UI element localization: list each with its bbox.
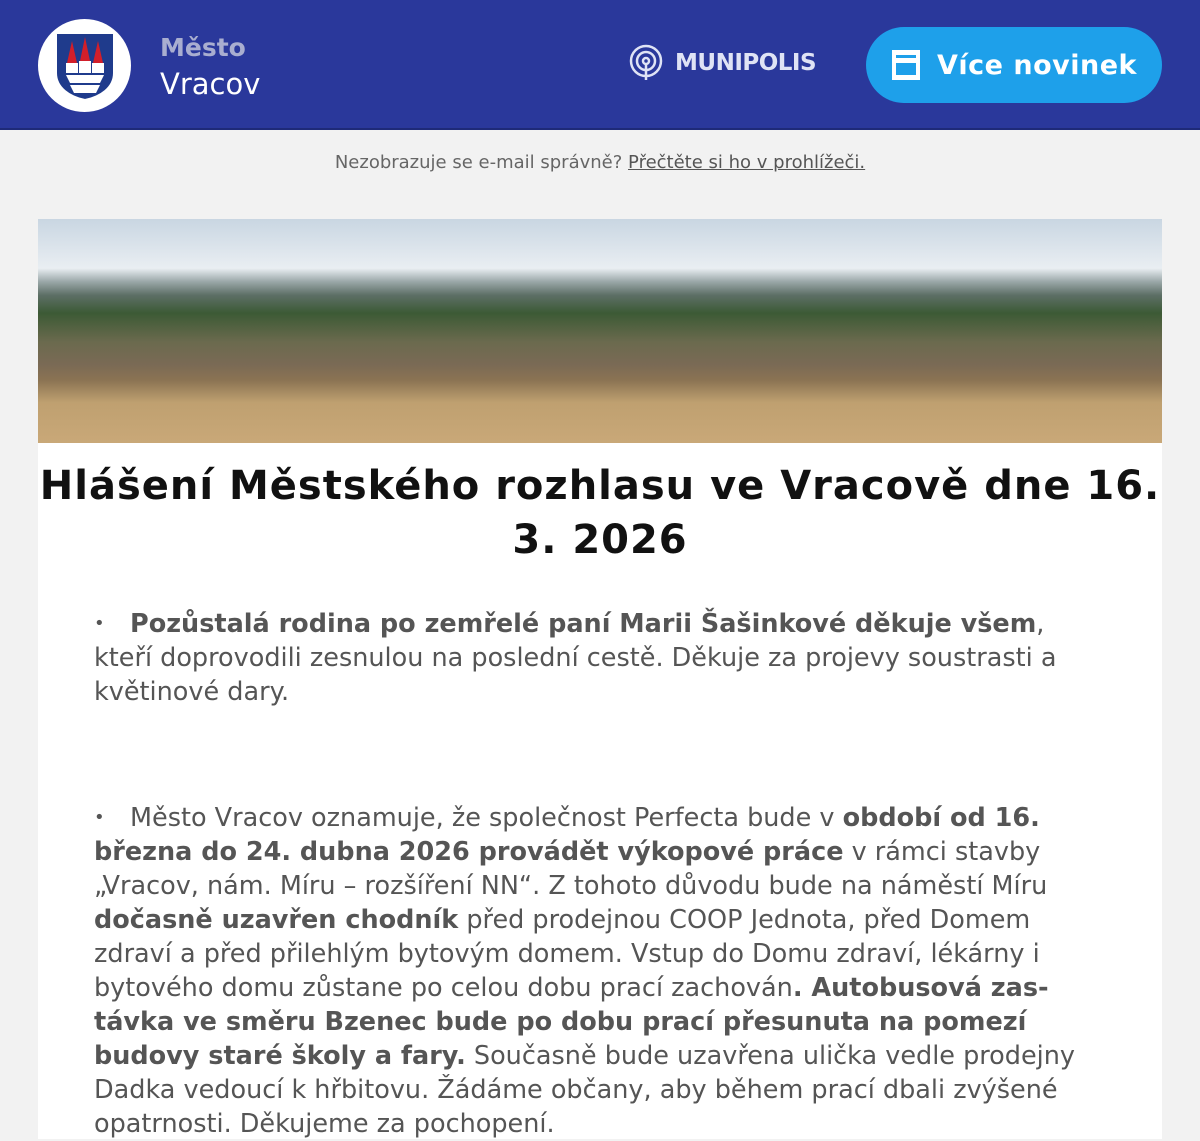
more-news-button[interactable]: [866, 27, 1162, 103]
article-title: Hlášení Městského rozhlasu ve Vracově dne 16. 3. 2026: [39, 463, 1161, 563]
town-label: Město: [160, 33, 246, 62]
bullet: •: [94, 613, 105, 634]
town-aerial-photo: [38, 219, 1162, 443]
text: Současně bude uzavřena ulička vedle prodejny Dadka vedoucí k hřbitovu. Žádáme občany, aby během prací dbali zvýšené opatrnosti. Děkujeme za pochopení.: [94, 1041, 1075, 1139]
more-news-label: Více novinek: [937, 49, 1137, 81]
article-card: [38, 219, 1162, 1139]
paragraph-construction-notice: [38, 801, 1162, 1141]
view-in-browser-link[interactable]: Přečtěte si ho v prohlížeči.: [628, 152, 866, 173]
broadcast-icon: [627, 44, 665, 82]
bullet: •: [94, 807, 105, 828]
town-title: Vracov: [160, 67, 261, 101]
text: před prodejnou COOP Jednota, před Domem zdraví a před přilehlým bytovým domem. Vstup do Domu zdraví, lékárny i bytového domu zůstane po celou dobu prací zachován: [94, 905, 1040, 1003]
text-bold: období od 16. března do 24. dubna 2026 provádět výkopové práce: [94, 803, 1040, 867]
email-notice: [0, 152, 1200, 219]
paragraph-condolence: [38, 607, 1162, 709]
text: v rámci stavby „Vracov, nám. Míru – rozšíření NN“. Z tohoto důvodu bude na náměstí Míru: [94, 837, 1048, 901]
town-name: [160, 30, 260, 102]
text: Město Vracov oznamuje, že společnost Perfecta bude v: [130, 803, 843, 833]
town-coat-of-arms-logo[interactable]: [38, 19, 131, 112]
text-bold: . Autobusová zastávka ve směru Bzenec bude po dobu prací přesunuta na pomezí budovy staré školy a fary.: [94, 973, 1049, 1071]
text: , kteří doprovodili zesnulou na poslední cestě. Děkuje za projevy soustrasti a květinové dary.: [94, 609, 1057, 707]
munipolis-logo[interactable]: [627, 44, 816, 82]
munipolis-brand: MUNIPOLIS: [675, 50, 817, 76]
header: [0, 0, 1200, 130]
notice-text: Nezobrazuje se e-mail správně?: [334, 152, 623, 173]
text-bold: Pozůstalá rodina po zemřelé paní Marii Šašinkové děkuje všem: [130, 609, 1037, 639]
newspaper-icon: [891, 49, 921, 81]
text-bold: dočasně uzavřen chodník: [94, 905, 459, 935]
